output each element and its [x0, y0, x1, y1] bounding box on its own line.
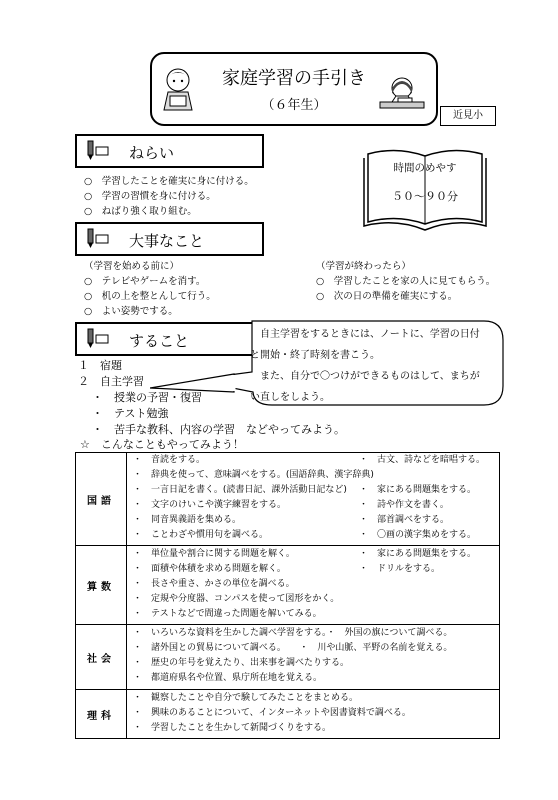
aim-item: ○ ねばり強く取り組む。 [84, 206, 197, 217]
reading-boy-illustration [158, 66, 198, 114]
sansu-cell [127, 546, 500, 625]
subject-rika: 理科 [76, 690, 127, 739]
list-item: ・ ドリルをする。 [359, 564, 441, 574]
pencil-icon [85, 327, 111, 349]
shakai-cell [127, 625, 500, 690]
before-heading: （学習を始める前に） [84, 261, 180, 272]
pencil-icon [85, 139, 111, 161]
aim-item: ○ 学習したことを確実に身に付ける。 [84, 176, 254, 187]
list-item: ・ 観察したことや自分で験してみたことをまとめる。 [133, 693, 359, 703]
list-item: ・ 詩や作文を書く。 [359, 500, 449, 510]
list-item: ・ 定規や分度器、コンパスを使って図形をかく。 [133, 594, 340, 604]
list-item: ・ 単位量や割合に関する問題を解く。 [133, 549, 295, 559]
list-item: ・ 辞典を使って、意味調べをする。(国語辞典、漢字辞典) [133, 470, 374, 480]
studying-girl-illustration [378, 76, 426, 116]
list-item: ・ 家にある問題集をする。 [359, 485, 477, 495]
list-item: ・ 興味のあることについて、インターネットや図書資料で調べる。 [133, 708, 411, 718]
grade-label: （６年生） [261, 98, 327, 113]
before-item: ○ よい姿勢でする。 [84, 306, 178, 317]
list-item: ・ 同音異義語を集める。 [133, 515, 242, 525]
list-item: ・ いろいろな資料を生かした調べ学習をする。・ 外国の旗について調べる。 [133, 628, 453, 638]
aim-item: ○ 学習の習慣を身に付ける。 [84, 191, 216, 202]
list-item: ・ 音読をする。 [133, 455, 206, 465]
rika-cell [127, 690, 500, 739]
bubble-line: また、自分で〇つけができるものはして、まちが [260, 371, 480, 382]
subject-sansu: 算数 [76, 546, 127, 625]
bubble-line: と開始・終了時刻を書こう。 [250, 350, 380, 361]
subject-shakai: 社会 [76, 625, 127, 690]
time-value: ５０～９０分 [392, 190, 458, 203]
kokugo-cell [127, 453, 500, 546]
list-item: ・ 諸外国との貿易について調べる。 ・ 川や山脈、平野の名前を覚える。 [133, 643, 453, 653]
list-item: ・ 面積や体積を求める問題を解く。 [133, 564, 286, 574]
list-item: ・ 長さや重さ、かさの単位を調べる。 [133, 579, 295, 589]
before-item: ○ テレビやゲームを消す。 [84, 276, 206, 287]
table-row-shakai [76, 625, 500, 690]
table-row-sansu [76, 546, 500, 625]
list-item: ・ 文字のけいこや漢字練習をする。 [133, 500, 287, 510]
list-item: ・ 部首調べをする。 [359, 515, 450, 525]
todo-sub-item: ・ テスト勉強 [92, 407, 169, 420]
page-title: 家庭学習の手引き [222, 68, 366, 89]
list-item: ・ 学習したことを生かして新聞づくりをする。 [133, 723, 332, 733]
list-item: ・ 都道府県名や位置、県庁所在地を覚える。 [133, 673, 323, 683]
bubble-line: い直しをしよう。 [250, 392, 330, 403]
school-label: 近見小 [440, 106, 496, 126]
after-item: ○ 学習したことを家の人に見てもらう。 [316, 276, 496, 287]
todo-item: ２ 自主学習 [78, 375, 144, 388]
try-heading: ☆ こんなこともやってみよう！ [80, 438, 244, 451]
list-item: ・ テストなどで間違った問題を解いてみる。 [133, 609, 322, 619]
section-aim-header [75, 134, 264, 168]
list-item: ・ ことわざや慣用句を調べる。 [133, 530, 269, 540]
list-item: ・ 〇画の漢字集めをする。 [359, 530, 477, 540]
bubble-line: 自主学習をするときには、ノートに、学習の日付 [260, 329, 480, 340]
table-row-rika [76, 690, 500, 739]
before-item: ○ 机の上を整とんして行う。 [84, 291, 216, 302]
section-important-label: 大事なこと [129, 232, 205, 250]
section-aim-label: ねらい [129, 144, 175, 162]
after-heading: （学習が終わったら） [316, 261, 411, 272]
list-item: ・ 一言日記を書く。(読書日記、課外活動日記など) [133, 485, 347, 495]
subject-kokugo: 国語 [76, 453, 127, 546]
list-item: ・ 家にある問題集をする。 [359, 549, 477, 559]
todo-sub-item: ・ 苦手な教科、内容の学習 などやってみよう。 [92, 423, 345, 436]
bubble-text [250, 324, 500, 408]
section-todo-label: すること [129, 332, 190, 350]
list-item: ・ 古文、詩などを暗唱する。 [359, 455, 486, 465]
section-important-header [75, 222, 264, 256]
table-row-kokugo [76, 453, 500, 546]
time-label: 時間のめやす [393, 162, 457, 174]
todo-item: １ 宿題 [78, 359, 122, 372]
list-item: ・ 歴史の年号を覚えたり、出来事を調べたりする。 [133, 658, 350, 668]
activity-table [75, 452, 500, 739]
todo-sub-item: ・ 授業の予習・復習 [92, 391, 202, 404]
pencil-icon [85, 227, 111, 249]
after-item: ○ 次の日の準備を確実にする。 [316, 291, 458, 302]
